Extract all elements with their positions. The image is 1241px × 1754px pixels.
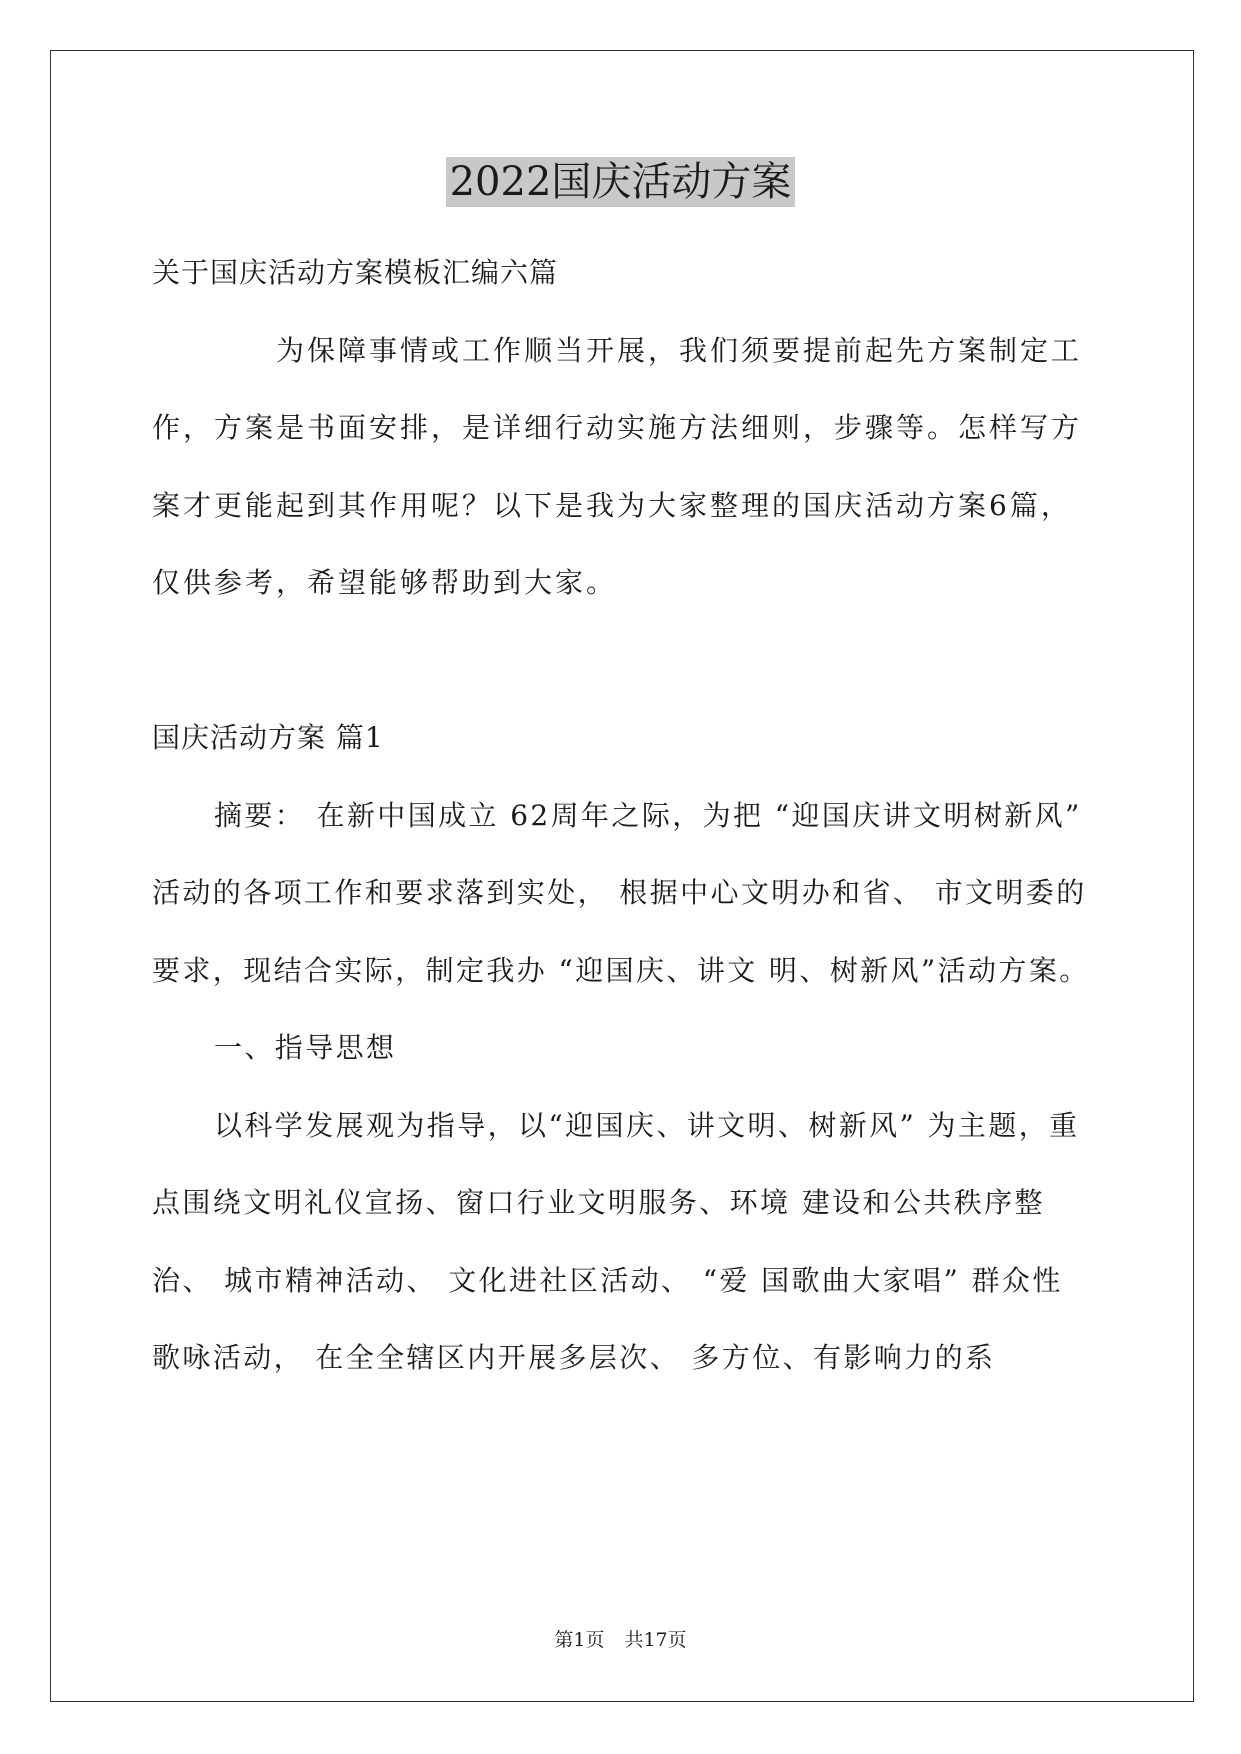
intro-paragraph: 为保障事情或工作顺当开展，我们须要提前起先方案制定工作，方案是书面安排，是详细行动实施方法细则，步骤等。怎样写方案才更能起到其作用呢？以下是我为大家整理的国庆活动方案6篇，仅供参考，希望能够帮助到大家。 — [152, 333, 1083, 599]
page-number: 第1页 — [554, 1629, 605, 1651]
document-subtitle: 关于国庆活动方案模板汇编六篇 — [152, 256, 559, 289]
guideline-heading: 一、指导思想 — [214, 1031, 397, 1064]
abstract-paragraph: 摘要： 在新中国成立 62周年之际，为把 “迎国庆讲文明树新风” 活动的各项工作和要求落到实处， 根据中心文明办和省、 市文明委的要求，现结合实际，制定我办 “迎国庆、讲文 明、树新风”活动方案。 — [152, 798, 1090, 987]
paragraph-spacer — [152, 622, 1092, 700]
guideline-paragraph: 以科学发展观为指导，以“迎国庆、讲文明、树新风” 为主题，重点围绕文明礼仪宣扬、窗口行业文明服务、环境 建设和公共秩序整治、 城市精神活动、 文化进社区活动、 “爱 国歌曲大家唱” 群众性歌咏活动， 在全全辖区内开展多层次、 多方位、有影响力的系 — [152, 1108, 1080, 1374]
page-footer — [0, 1628, 1241, 1652]
document-body — [152, 234, 1092, 1397]
section-heading: 国庆活动方案 篇1 — [152, 721, 384, 754]
document-title-text: 2022国庆活动方案 — [446, 157, 796, 207]
page-total: 共17页 — [624, 1629, 687, 1651]
document-title — [0, 152, 1241, 212]
